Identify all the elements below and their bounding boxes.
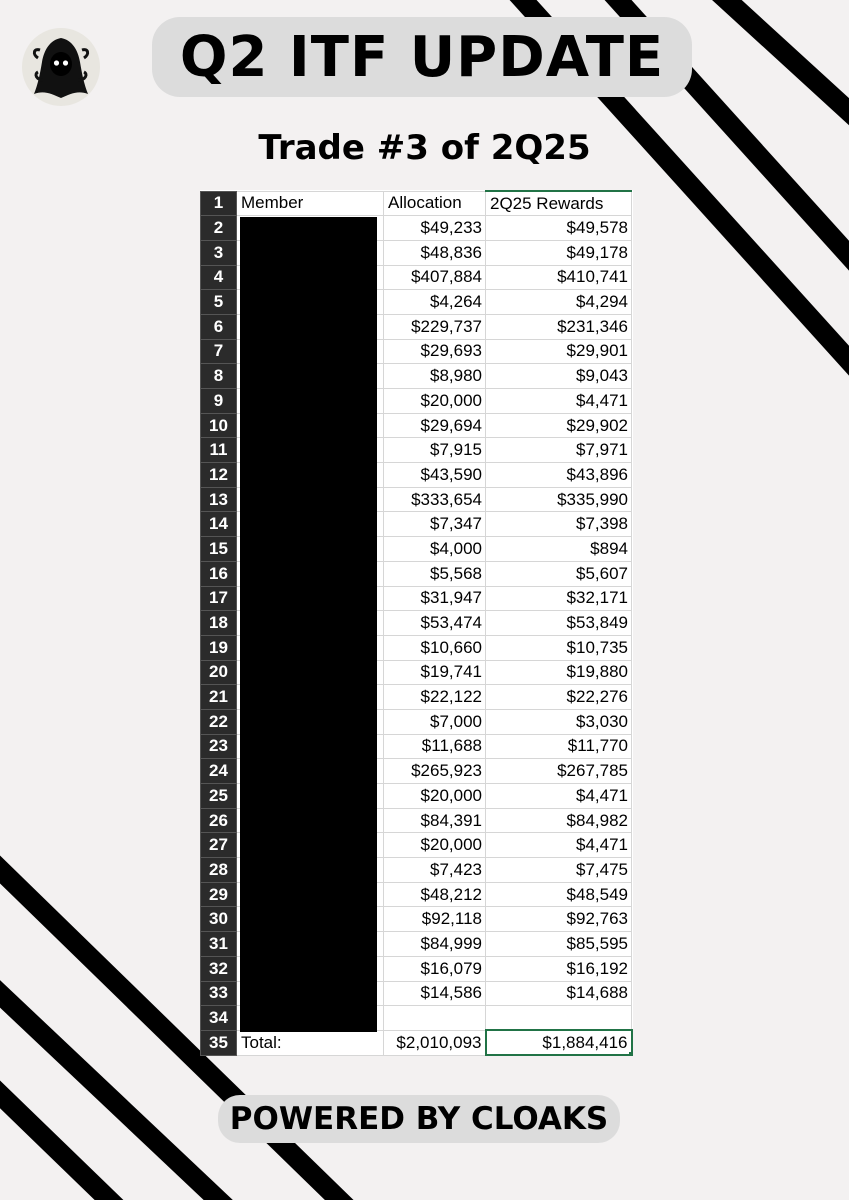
title-banner bbox=[152, 17, 692, 97]
rewards-cell[interactable]: $7,971 bbox=[486, 438, 632, 463]
footer-banner bbox=[218, 1095, 620, 1143]
rewards-cell[interactable]: $19,880 bbox=[486, 660, 632, 685]
allocation-cell[interactable]: $84,999 bbox=[384, 932, 486, 957]
row-number[interactable]: 28 bbox=[201, 858, 237, 883]
rewards-cell[interactable]: $32,171 bbox=[486, 586, 632, 611]
rewards-cell[interactable]: $49,578 bbox=[486, 216, 632, 241]
allocation-cell[interactable]: $7,347 bbox=[384, 512, 486, 537]
allocation-cell[interactable]: $29,693 bbox=[384, 339, 486, 364]
allocation-cell[interactable]: $29,694 bbox=[384, 413, 486, 438]
powered-by-text: POWERED BY CLOAKS bbox=[229, 1101, 609, 1137]
rewards-cell[interactable]: $14,688 bbox=[486, 981, 632, 1006]
row-number[interactable]: 12 bbox=[201, 463, 237, 488]
rewards-cell[interactable]: $335,990 bbox=[486, 487, 632, 512]
row-number[interactable]: 27 bbox=[201, 833, 237, 858]
allocation-cell[interactable] bbox=[384, 1006, 486, 1031]
allocation-cell[interactable]: $22,122 bbox=[384, 685, 486, 710]
row-number[interactable]: 29 bbox=[201, 882, 237, 907]
row-number[interactable]: 17 bbox=[201, 586, 237, 611]
column-header-allocation[interactable]: Allocation bbox=[384, 191, 486, 216]
row-number[interactable]: 33 bbox=[201, 981, 237, 1006]
rewards-cell[interactable]: $4,471 bbox=[486, 389, 632, 414]
row-number[interactable]: 16 bbox=[201, 561, 237, 586]
rewards-cell[interactable]: $29,901 bbox=[486, 339, 632, 364]
total-label[interactable]: Total: bbox=[237, 1030, 384, 1055]
rewards-cell[interactable]: $894 bbox=[486, 537, 632, 562]
rewards-cell[interactable]: $48,549 bbox=[486, 882, 632, 907]
total-allocation[interactable]: $2,010,093 bbox=[384, 1030, 486, 1055]
allocation-cell[interactable]: $7,915 bbox=[384, 438, 486, 463]
allocation-cell[interactable]: $84,391 bbox=[384, 808, 486, 833]
rewards-cell[interactable]: $7,475 bbox=[486, 858, 632, 883]
row-number[interactable]: 30 bbox=[201, 907, 237, 932]
row-number[interactable]: 23 bbox=[201, 734, 237, 759]
row-number[interactable]: 31 bbox=[201, 932, 237, 957]
allocation-cell[interactable]: $20,000 bbox=[384, 833, 486, 858]
rewards-cell[interactable]: $9,043 bbox=[486, 364, 632, 389]
header-row bbox=[201, 191, 632, 216]
allocation-cell[interactable]: $4,000 bbox=[384, 537, 486, 562]
rewards-cell[interactable]: $267,785 bbox=[486, 759, 632, 784]
row-number[interactable]: 14 bbox=[201, 512, 237, 537]
row-number[interactable]: 35 bbox=[201, 1030, 237, 1055]
row-number[interactable]: 18 bbox=[201, 611, 237, 636]
row-number[interactable]: 8 bbox=[201, 364, 237, 389]
allocation-cell[interactable]: $5,568 bbox=[384, 561, 486, 586]
rewards-cell[interactable]: $4,294 bbox=[486, 290, 632, 315]
row-number[interactable]: 3 bbox=[201, 240, 237, 265]
row-number[interactable]: 1 bbox=[201, 191, 237, 216]
rewards-cell[interactable]: $84,982 bbox=[486, 808, 632, 833]
row-number[interactable]: 24 bbox=[201, 759, 237, 784]
allocation-cell[interactable]: $4,264 bbox=[384, 290, 486, 315]
rewards-cell[interactable]: $11,770 bbox=[486, 734, 632, 759]
rewards-cell[interactable]: $22,276 bbox=[486, 685, 632, 710]
allocation-cell[interactable]: $7,423 bbox=[384, 858, 486, 883]
allocation-cell[interactable]: $10,660 bbox=[384, 635, 486, 660]
member-names-redaction bbox=[240, 217, 377, 1032]
allocation-cell[interactable]: $16,079 bbox=[384, 956, 486, 981]
row-number[interactable]: 26 bbox=[201, 808, 237, 833]
allocation-cell[interactable]: $407,884 bbox=[384, 265, 486, 290]
rewards-cell[interactable]: $3,030 bbox=[486, 709, 632, 734]
rewards-cell[interactable]: $53,849 bbox=[486, 611, 632, 636]
rewards-cell[interactable]: $29,902 bbox=[486, 413, 632, 438]
row-number[interactable]: 5 bbox=[201, 290, 237, 315]
row-number[interactable]: 13 bbox=[201, 487, 237, 512]
allocation-cell[interactable]: $7,000 bbox=[384, 709, 486, 734]
row-number[interactable]: 9 bbox=[201, 389, 237, 414]
row-number[interactable]: 7 bbox=[201, 339, 237, 364]
rewards-cell[interactable]: $410,741 bbox=[486, 265, 632, 290]
row-number[interactable]: 21 bbox=[201, 685, 237, 710]
brand-logo bbox=[22, 28, 100, 106]
total-rewards-selected-cell[interactable]: $1,884,416 bbox=[486, 1030, 632, 1055]
row-number[interactable]: 34 bbox=[201, 1006, 237, 1031]
allocation-cell[interactable]: $92,118 bbox=[384, 907, 486, 932]
rewards-cell[interactable]: $43,896 bbox=[486, 463, 632, 488]
total-row bbox=[201, 1030, 632, 1055]
allocation-cell[interactable]: $49,233 bbox=[384, 216, 486, 241]
rewards-cell[interactable]: $5,607 bbox=[486, 561, 632, 586]
allocation-cell[interactable]: $48,836 bbox=[384, 240, 486, 265]
allocation-cell[interactable]: $31,947 bbox=[384, 586, 486, 611]
row-number[interactable]: 20 bbox=[201, 660, 237, 685]
row-number[interactable]: 25 bbox=[201, 784, 237, 809]
column-header-member[interactable]: Member bbox=[237, 191, 384, 216]
rewards-cell[interactable]: $231,346 bbox=[486, 314, 632, 339]
allocation-cell[interactable]: $8,980 bbox=[384, 364, 486, 389]
allocation-cell[interactable]: $48,212 bbox=[384, 882, 486, 907]
rewards-cell[interactable]: $7,398 bbox=[486, 512, 632, 537]
hooded-figure-icon bbox=[22, 28, 100, 106]
allocation-cell[interactable]: $20,000 bbox=[384, 784, 486, 809]
row-number[interactable]: 10 bbox=[201, 413, 237, 438]
allocation-cell[interactable]: $265,923 bbox=[384, 759, 486, 784]
row-number[interactable]: 11 bbox=[201, 438, 237, 463]
rewards-cell[interactable]: $4,471 bbox=[486, 784, 632, 809]
row-number[interactable]: 19 bbox=[201, 635, 237, 660]
rewards-cell[interactable] bbox=[486, 1006, 632, 1031]
trade-subtitle: Trade #3 of 2Q25 bbox=[258, 128, 591, 168]
row-number[interactable]: 6 bbox=[201, 314, 237, 339]
allocation-cell[interactable]: $20,000 bbox=[384, 389, 486, 414]
allocation-cell[interactable]: $229,737 bbox=[384, 314, 486, 339]
row-number[interactable]: 32 bbox=[201, 956, 237, 981]
page-title: Q2 ITF UPDATE bbox=[179, 24, 665, 90]
rewards-cell[interactable]: $10,735 bbox=[486, 635, 632, 660]
allocation-cell[interactable]: $11,688 bbox=[384, 734, 486, 759]
rewards-cell[interactable]: $49,178 bbox=[486, 240, 632, 265]
allocation-cell[interactable]: $43,590 bbox=[384, 463, 486, 488]
column-header-rewards[interactable]: 2Q25 Rewards bbox=[486, 191, 632, 216]
allocation-cell[interactable]: $333,654 bbox=[384, 487, 486, 512]
allocation-cell[interactable]: $19,741 bbox=[384, 660, 486, 685]
row-number[interactable]: 4 bbox=[201, 265, 237, 290]
allocation-cell[interactable]: $14,586 bbox=[384, 981, 486, 1006]
rewards-cell[interactable]: $4,471 bbox=[486, 833, 632, 858]
row-number[interactable]: 15 bbox=[201, 537, 237, 562]
row-number[interactable]: 2 bbox=[201, 216, 237, 241]
rewards-cell[interactable]: $92,763 bbox=[486, 907, 632, 932]
rewards-cell[interactable]: $85,595 bbox=[486, 932, 632, 957]
allocation-cell[interactable]: $53,474 bbox=[384, 611, 486, 636]
row-number[interactable]: 22 bbox=[201, 709, 237, 734]
rewards-cell[interactable]: $16,192 bbox=[486, 956, 632, 981]
